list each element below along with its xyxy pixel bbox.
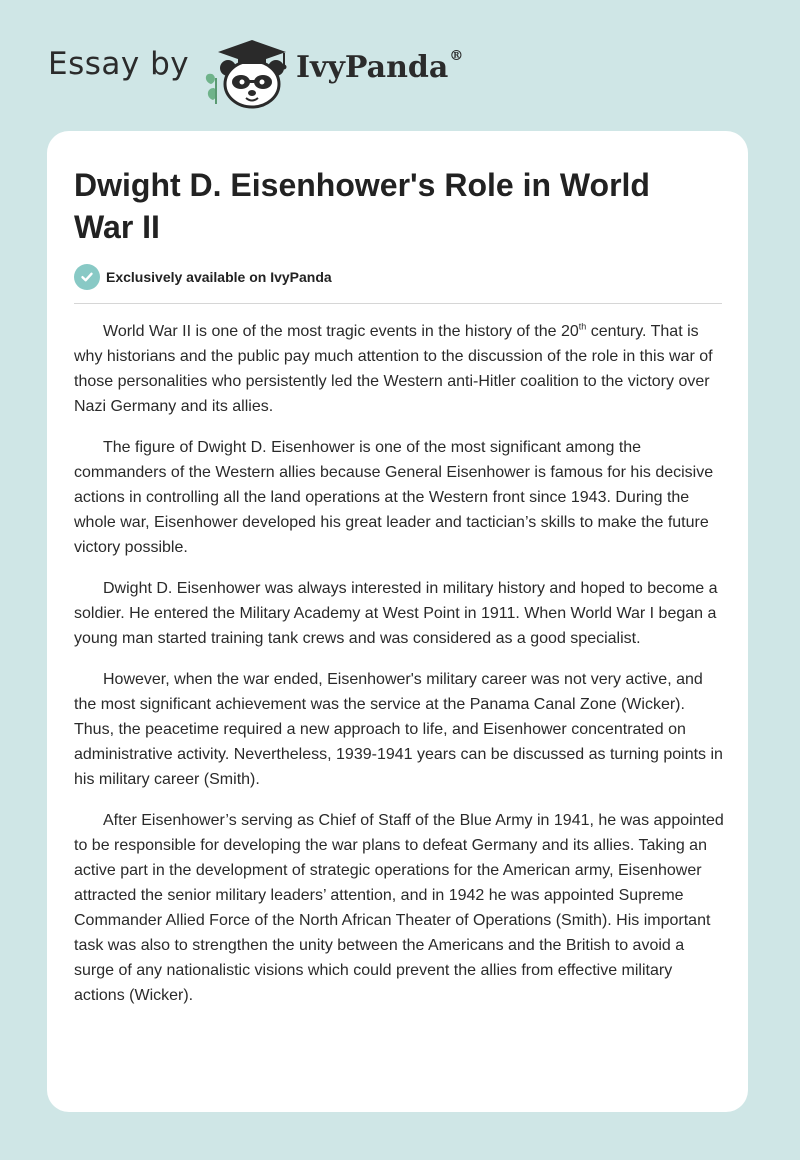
ordinal-superscript: th bbox=[578, 321, 587, 332]
essay-paragraph: The figure of Dwight D. Eisenhower is one of the most significant among the commanders of the Western allies because General Eisenhower is famous for his decisive actions in controlling all the land operations at the Western front since 1943. During the whole war, Eisenhower developed his great leader and tactician’s skills to make the future victory possible. bbox=[74, 439, 714, 556]
essay-by-label: Essay by bbox=[48, 46, 190, 82]
essay-body bbox=[74, 319, 726, 1024]
paragraph-text: World War II is one of the most tragic events in the history of the 20 bbox=[103, 323, 579, 340]
ivypanda-logo-icon[interactable] bbox=[200, 34, 300, 110]
paragraph-text: century. That is why historians and the public pay much attention to the discussion of the role in this war of those personalities who persistently led the Western anti-Hitler coalition to the victory over Nazi Germany and its allies. bbox=[74, 323, 713, 415]
exclusive-badge bbox=[74, 264, 332, 290]
check-circle-icon bbox=[74, 264, 100, 290]
essay-paragraph: However, when the war ended, Eisenhower's military career was not very active, and the most significant achievement was the service at the Panama Canal Zone (Wicker). Thus, the peacetime required a new approach to life, and Eisenhower concentrated on administrative activity. Nevertheless, 1939-1941 years can be discussed as turning points in his military career (Smith). bbox=[74, 671, 723, 788]
essay-paragraph: Dwight D. Eisenhower was always interested in military history and hoped to become a soldier. He entered the Military Academy at West Point in 1911. When World War I began a young man started training tank crews and was considered as a good specialist. bbox=[74, 580, 718, 647]
essay-paragraph: After Eisenhower’s serving as Chief of Staff of the Blue Army in 1941, he was appointed to be responsible for developing the war plans to defeat Germany and its allies. Taking an active part in the development of strategic operations for the American army, Eisenhower attracted the senior military leaders’ attention, and in 1942 he was appointed Supreme Commander Allied Force of the North African Theater of Operations (Smith). His important task was also to strengthen the unity between the Americans and the British to avoid a surge of any nationalistic visions which could prevent the allies from effective military actions (Wicker). bbox=[74, 812, 724, 1004]
title-divider bbox=[74, 303, 722, 304]
brand-name[interactable] bbox=[296, 50, 463, 85]
brand-text: IvyPanda bbox=[296, 50, 449, 85]
exclusive-badge-label: Exclusively available on IvyPanda bbox=[106, 269, 332, 285]
registered-mark: ® bbox=[449, 48, 464, 64]
essay-paragraph bbox=[74, 319, 726, 419]
essay-title: Dwight D. Eisenhower's Role in World War II bbox=[74, 167, 650, 245]
essay-card bbox=[47, 131, 748, 1112]
site-header bbox=[0, 0, 800, 120]
